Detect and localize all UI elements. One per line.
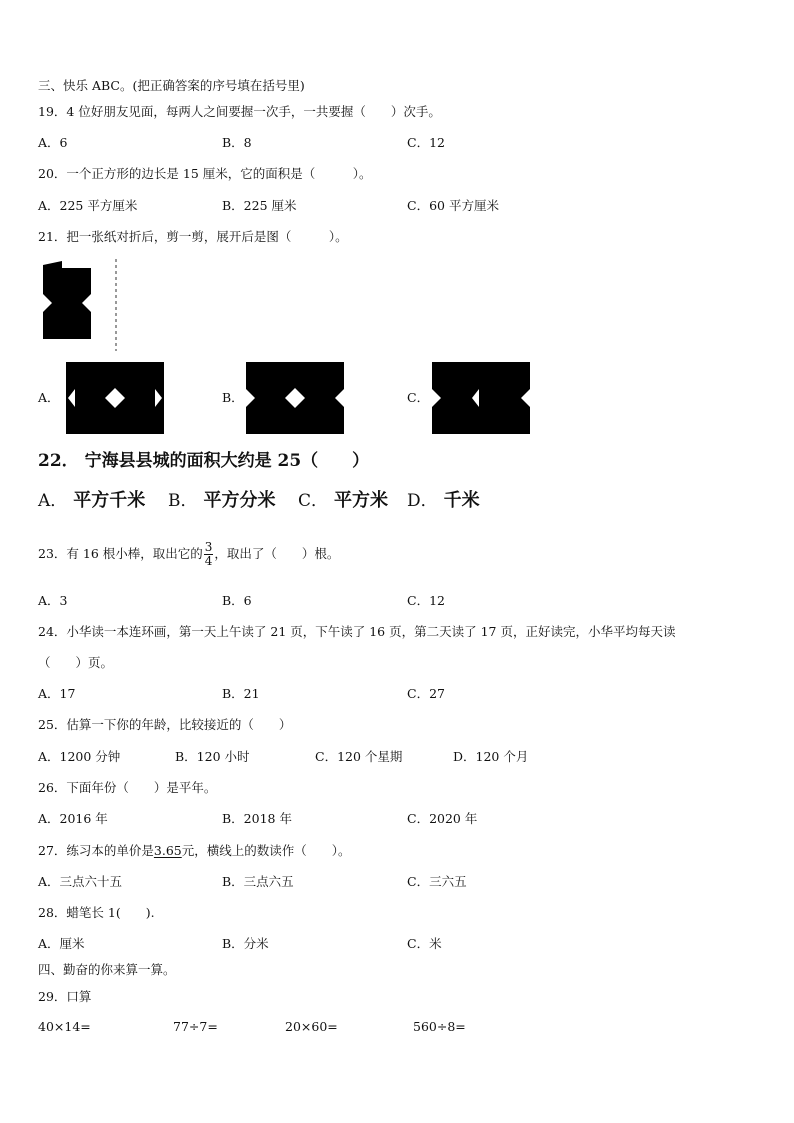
q19-option-a[interactable]: A．6 — [38, 135, 68, 150]
q27-text-before: 27．练习本的单价是 — [38, 843, 154, 858]
section-3-heading: 三、快乐 ABC。(把正确答案的序号填在括号里) — [38, 78, 305, 93]
folded-paper-shape — [43, 261, 91, 339]
question-25: 25．估算一下你的年龄，比较接近的（ ） — [38, 717, 292, 732]
q27-text-after: 元，横线上的数读作（ ）。 — [181, 843, 351, 858]
question-28: 28．蜡笔长 1( ). — [38, 905, 155, 920]
question-22: 22． 宁海县县城的面积大约是 25（ ） — [38, 451, 370, 471]
section-4-heading: 四、勤奋的你来算一算。 — [38, 962, 176, 977]
q29-item-4: 560÷8= — [413, 1019, 466, 1034]
q26-option-a[interactable]: A．2016 年 — [38, 811, 108, 826]
q23-text-after: ，取出了（ ）根。 — [214, 546, 340, 561]
q28-option-b[interactable]: B．分米 — [222, 936, 269, 951]
q26-option-c[interactable]: C．2020 年 — [407, 811, 478, 826]
q22-option-a-word: 平方千米 — [73, 490, 146, 511]
q22-option-d-letter: D． — [407, 491, 438, 511]
q23-fraction-numerator: 3 — [204, 540, 213, 554]
q29-item-2: 77÷7= — [173, 1019, 218, 1034]
q22-option-a-letter: A． — [38, 491, 68, 511]
q29-item-1: 40×14= — [38, 1019, 91, 1034]
question-20: 20．一个正方形的边长是 15 厘米，它的面积是（ ）。 — [38, 166, 372, 181]
q22-option-b-letter: B． — [168, 491, 198, 511]
q23-text-before: 23．有 16 根小棒，取出它的 — [38, 546, 203, 561]
q24-option-a[interactable]: A．17 — [38, 686, 76, 701]
q29-item-3: 20×60= — [285, 1019, 338, 1034]
q20-option-c[interactable]: C．60 平方厘米 — [407, 198, 499, 213]
q19-option-c[interactable]: C．12 — [407, 135, 445, 150]
q21-option-b-figure[interactable] — [246, 362, 344, 434]
question-19: 19．4 位好朋友见面，每两人之间要握一次手，一共要握（ ）次手。 — [38, 104, 441, 119]
folded-paper-figure — [38, 255, 128, 355]
q19-option-b[interactable]: B．8 — [222, 135, 252, 150]
q22-option-a[interactable] — [38, 491, 145, 511]
question-29: 29．口算 — [38, 989, 92, 1004]
q27-option-c[interactable]: C．三六五 — [407, 874, 467, 889]
q21-option-a-label[interactable]: A． — [38, 390, 60, 405]
q20-option-a[interactable]: A．225 平方厘米 — [38, 198, 138, 213]
q25-option-b[interactable]: B．120 小时 — [175, 749, 250, 764]
q28-option-c[interactable]: C．米 — [407, 936, 442, 951]
question-24-line-2: （ ）页。 — [38, 655, 114, 670]
q25-option-a[interactable]: A．1200 分钟 — [38, 749, 121, 764]
q24-option-c[interactable]: C．27 — [407, 686, 445, 701]
q21-option-b-label[interactable]: B． — [222, 390, 244, 405]
q27-option-b[interactable]: B．三点六五 — [222, 874, 294, 889]
q21-option-a-figure[interactable] — [66, 362, 164, 434]
q27-option-a[interactable]: A．三点六十五 — [38, 874, 123, 889]
q21-option-c-figure[interactable] — [432, 362, 530, 434]
q22-option-b[interactable] — [168, 491, 276, 511]
q22-option-c-letter: C． — [298, 491, 329, 511]
q24-option-b[interactable]: B．21 — [222, 686, 260, 701]
q22-option-c-word: 平方米 — [334, 490, 389, 511]
q25-option-c[interactable]: C．120 个星期 — [315, 749, 403, 764]
q21-option-c-label[interactable]: C． — [407, 390, 430, 405]
q22-option-d-word: 千米 — [443, 490, 480, 511]
question-26: 26．下面年份（ ）是平年。 — [38, 780, 217, 795]
q23-fraction-denominator: 4 — [204, 554, 213, 568]
question-23 — [38, 540, 339, 568]
question-24-line-1: 24．小华读一本连环画，第一天上午读了 21 页，下午读了 16 页，第二天读了 17 页，正好读完，小华平均每天读 — [38, 624, 676, 639]
q23-fraction — [204, 541, 214, 568]
q26-option-b[interactable]: B．2018 年 — [222, 811, 292, 826]
q22-option-c[interactable] — [298, 491, 388, 511]
q20-option-b[interactable]: B．225 厘米 — [222, 198, 297, 213]
q22-option-b-word: 平方分米 — [203, 490, 276, 511]
q22-option-d[interactable] — [407, 491, 480, 511]
question-27 — [38, 843, 351, 859]
q23-option-b[interactable]: B．6 — [222, 593, 252, 608]
question-21: 21．把一张纸对折后，剪一剪，展开后是图（ ）。 — [38, 229, 348, 244]
q25-option-d[interactable]: D．120 个月 — [453, 749, 529, 764]
q28-option-a[interactable]: A．厘米 — [38, 936, 85, 951]
q27-underlined-number: 3.65 — [153, 843, 182, 858]
q23-option-c[interactable]: C．12 — [407, 593, 445, 608]
q23-option-a[interactable]: A．3 — [38, 593, 68, 608]
